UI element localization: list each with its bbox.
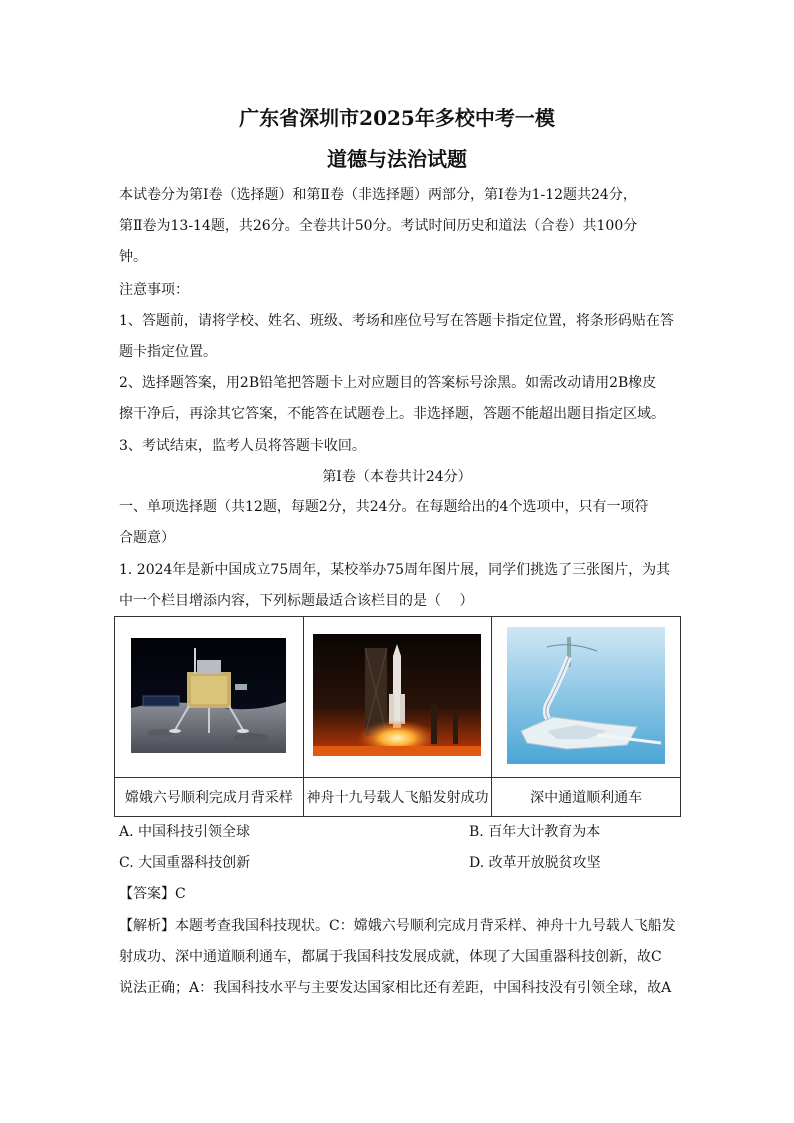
lunar-lander-image (131, 638, 286, 753)
option-a: A. 中国科技引领全球 (119, 824, 251, 840)
notice-item-2a: 2、选择题答案，用2B铅笔把答题卡上对应题目的答案标号涂黑。如需改动请用2B橡皮 (119, 375, 657, 391)
answer-line: 【答案】C (119, 886, 186, 902)
question-1-stem-b: 中一个栏目增添内容，下列标题最适合该栏目的是（ ） (119, 593, 474, 609)
notice-item-1a: 1、答题前，请将学校、姓名、班级、考场和座位号写在答题卡指定位置，将条形码贴在答 (119, 313, 674, 329)
intro-line-1: 本试卷分为第Ⅰ卷（选择题）和第Ⅱ卷（非选择题）两部分，第Ⅰ卷为1-12题共24分， (119, 187, 637, 203)
section-instruction-b: 合题意） (119, 530, 175, 546)
exam-title: 广东省深圳市2025年多校中考一模 (239, 106, 555, 130)
notice-item-3: 3、考试结束，监考人员将答题卡收回。 (119, 438, 366, 454)
notice-heading: 注意事项： (119, 282, 189, 298)
notice-item-2b: 擦干净后，再涂其它答案，不能答在试题卷上。非选择题，答题不能超出题目指定区域。 (119, 406, 665, 422)
rocket-launch-image (313, 634, 481, 756)
intro-line-3: 钟。 (119, 249, 147, 265)
image-cell-2 (303, 617, 492, 778)
section-instruction-a: 一、单项选择题（共12题，每题2分，共24分。在每题给出的4个选项中，只有一项符 (119, 499, 649, 515)
section-heading: 第Ⅰ卷（本卷共计24分） (322, 469, 472, 485)
option-c: C. 大国重器科技创新 (119, 855, 251, 871)
analysis-line-1: 【解析】本题考查我国科技现状。C：嫦娥六号顺利完成月背采样、神舟十九号载人飞船发 (119, 918, 676, 934)
option-d: D. 改革开放脱贫攻坚 (469, 855, 601, 871)
question-1-stem-a: 1. 2024年是新中国成立75周年，某校举办75周年图片展，同学们挑选了三张图片，为其 (119, 562, 671, 578)
option-b: B. 百年大计教育为本 (469, 824, 601, 840)
exam-subtitle: 道德与法治试题 (327, 147, 467, 171)
image-cell-1 (115, 617, 304, 778)
caption-shenzhou-19: 神舟十九号载人飞船发射成功 (303, 778, 492, 817)
caption-chang-e-6: 嫦娥六号顺利完成月背采样 (115, 778, 304, 817)
intro-line-2: 第Ⅱ卷为13-14题，共26分。全卷共计50分。考试时间历史和道法（合卷）共100分 (119, 218, 638, 234)
analysis-line-2: 射成功、深中通道顺利通车，都属于我国科技发展成就，体现了大国重器科技创新，故C (119, 949, 662, 965)
image-table (114, 616, 681, 817)
image-cell-3 (492, 617, 681, 778)
caption-shenzhong-link: 深中通道顺利通车 (492, 778, 681, 817)
bridge-tunnel-image (507, 627, 665, 764)
notice-item-1b: 题卡指定位置。 (119, 344, 217, 360)
analysis-line-3: 说法正确；A：我国科技水平与主要发达国家相比还有差距，中国科技没有引领全球，故A (119, 980, 672, 996)
